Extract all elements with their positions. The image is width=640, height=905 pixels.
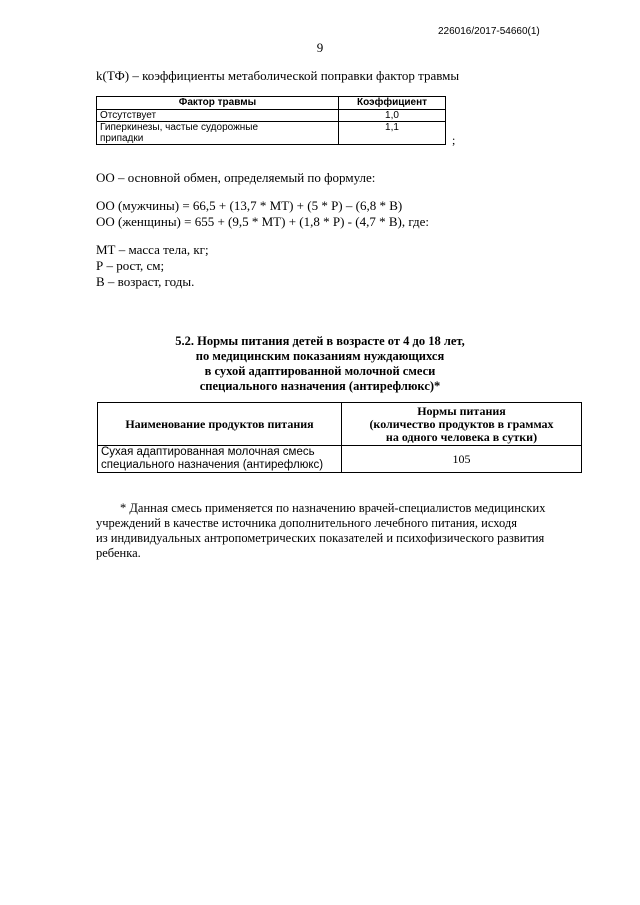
nutrition-norms-table xyxy=(97,402,582,473)
factor-cell xyxy=(97,122,339,145)
factor-line: припадки xyxy=(100,133,144,144)
coefficient-cell: 1,0 xyxy=(339,110,446,122)
footnote-line: * Данная смесь применяется по назначению врачей-специалистов медицинских xyxy=(120,501,546,515)
norm-value-cell: 105 xyxy=(342,446,582,473)
formula-women: ОО (женщины) = 655 + (9,5 * МТ) + (1,8 * Р) - (4,7 * В), где: xyxy=(96,214,430,229)
footnote-line: учреждений в качестве источника дополнительного лечебного питания, исходя xyxy=(96,516,518,530)
factor-cell: Отсутствует xyxy=(97,110,339,122)
definition-mt: МТ – масса тела, кг; xyxy=(96,242,209,257)
header-line: (количество продуктов в граммах xyxy=(369,416,554,431)
table-header-row xyxy=(97,97,446,110)
section-heading xyxy=(0,334,640,394)
factor-line: Гиперкинезы, частые судорожные xyxy=(100,122,259,133)
column-header-product: Наименование продуктов питания xyxy=(98,403,342,446)
page-number: 9 xyxy=(316,40,324,55)
footnote xyxy=(96,501,596,561)
definition-r: Р – рост, см; xyxy=(96,258,165,273)
table-trailing-semicolon: ; xyxy=(452,133,456,147)
header-line: Нормы питания xyxy=(417,403,506,418)
formula-men: ОО (мужчины) = 66,5 + (13,7 * МТ) + (5 * Р) – (6,8 * В) xyxy=(96,198,403,213)
definition-v: В – возраст, годы. xyxy=(96,274,195,289)
table-header-row xyxy=(98,403,582,446)
product-name-cell xyxy=(98,446,342,473)
column-header-norms xyxy=(342,403,582,446)
k-tf-definition: k(ТФ) – коэффициенты метаболической поправки фактор травмы xyxy=(96,68,460,83)
heading-line: 5.2. Нормы питания детей в возрасте от 4 до 18 лет, xyxy=(175,334,465,348)
table-row xyxy=(97,110,446,122)
table-row xyxy=(97,122,446,145)
footnote-line: из индивидуальных антропометрических показателей и психофизического развития xyxy=(96,531,545,545)
product-line: специального назначения (антирефлюкс) xyxy=(101,459,324,471)
column-header-factor: Фактор травмы xyxy=(97,97,339,110)
document-number: 226016/2017-54660(1) xyxy=(438,26,540,37)
header-line: на одного человека в сутки) xyxy=(385,429,538,444)
product-line: Сухая адаптированная молочная смесь xyxy=(101,446,315,458)
heading-line: по медицинским показаниям нуждающихся xyxy=(195,349,445,363)
column-header-coefficient: Коэффициент xyxy=(339,97,446,110)
coefficient-cell: 1,1 xyxy=(339,122,446,145)
heading-line: специального назначения (антирефлюкс)* xyxy=(199,379,441,393)
trauma-factor-table xyxy=(96,96,446,145)
table-row xyxy=(98,446,582,473)
footnote-line: ребенка. xyxy=(96,546,141,560)
heading-line: в сухой адаптированной молочной смеси xyxy=(204,364,436,378)
oo-definition: ОО – основной обмен, определяемый по формуле: xyxy=(96,170,376,185)
